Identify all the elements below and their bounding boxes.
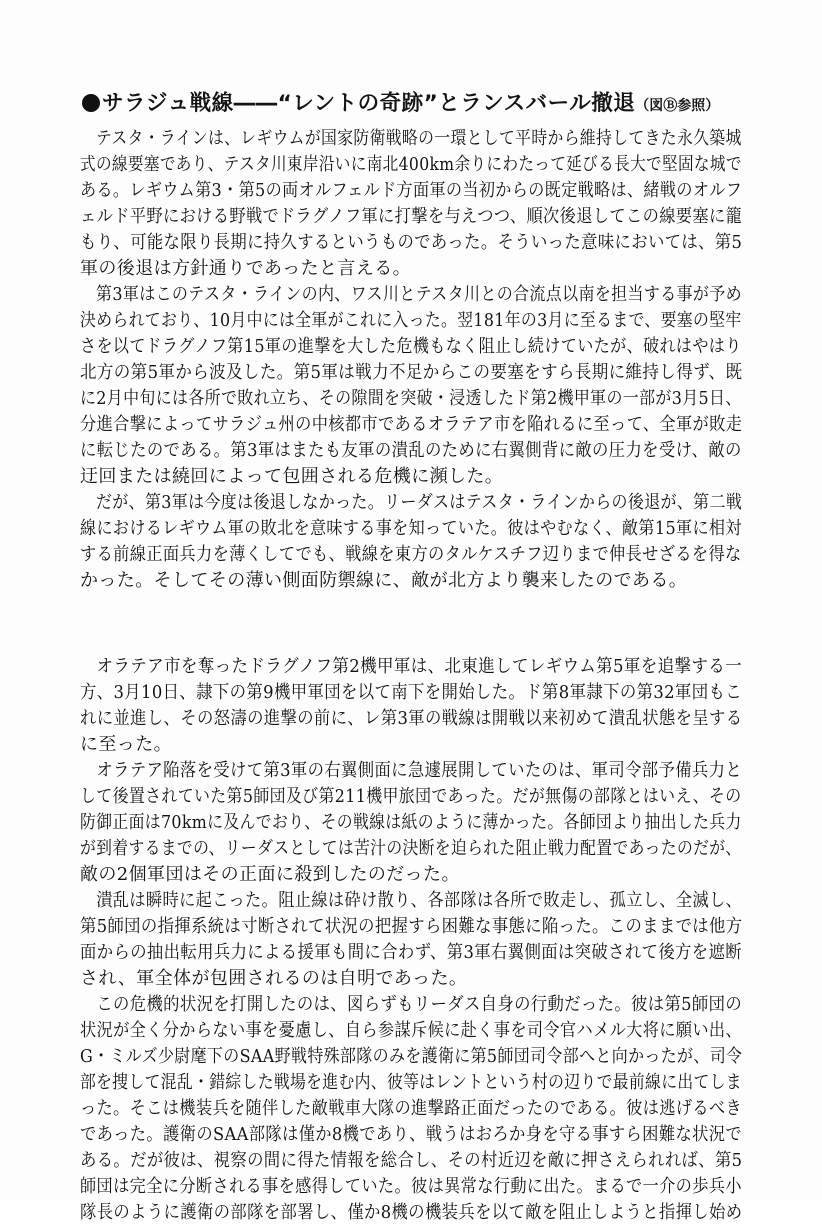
text-line: 隊長のように護衛の部隊を部署し、僅か8機の機装兵を以て敵を阻止しようと指揮し始め — [80, 1202, 743, 1223]
section-heading — [82, 84, 742, 124]
text-line: 決められており、10月中には全軍がこれに入った。翌181年の3月に至るまで、要塞の堅牢 — [80, 310, 742, 331]
text-line: 面からの抽出転用兵力による援軍も間に合わず、第3軍右翼側面は突破されて後方を遮断 — [80, 942, 742, 963]
text-line: 部を捜して混乱・錯綜した戦場を進む内、彼等はレントという村の辺りで最前線に出てしま — [80, 1072, 742, 1093]
section-break — [80, 594, 752, 654]
text-line: して後置されていた第5師団及び第211機甲旅団であった。だが無傷の部隊とはいえ、その — [80, 786, 742, 807]
text-line: かった。そしてその薄い側面防禦線に、敵が北方より襲来したのである。 — [80, 570, 688, 591]
paragraph — [80, 282, 752, 490]
paragraph — [80, 888, 752, 992]
text-line: オラテア陥落を受けて第3軍の右翼側面に急遽展開していたのは、軍司令部予備兵力と — [96, 760, 743, 781]
text-line: 状況が全く分からない事を憂慮し、自ら参謀斥候に赴く事を司令官ハメル大将に願い出、 — [80, 1020, 743, 1041]
text-line: 敵の2個軍団はその正面に殺到したのだった。 — [80, 864, 460, 885]
heading-bullet-icon — [82, 94, 100, 112]
text-line: ある。だが彼は、視察の間に得た情報を総合し、その村近辺を敵に押さえられれば、第5 — [80, 1150, 743, 1171]
text-line: G・ミルズ少尉麾下のSAA野戦特殊部隊のみを護衛に第5師団司令部へと向かったが、司令 — [80, 1046, 743, 1067]
text-line: 第5師団の指揮系統は寸断されて状況の把握すら困難な事態に陥った。このままでは他方 — [80, 916, 743, 937]
text-line: され、軍全体が包囲されるのは自明であった。 — [80, 968, 468, 989]
body-text — [80, 126, 752, 1226]
text-line: った。そこは機装兵を随伴した敵戦車大隊の進撃路正面だったのである。彼は逃げるべき — [80, 1098, 743, 1119]
text-line: 北方の第5軍から波及した。第5軍は戦力不足からこの要塞をすら長期に維持し得ず、既 — [80, 362, 743, 383]
text-line: 防御正面は70kmに及んでおり、その戦線は紙のように薄かった。各師団より抽出した兵力 — [80, 812, 742, 833]
paragraph — [80, 992, 752, 1226]
text-line: 迂回または繞回によって包囲される危機に瀕した。 — [80, 466, 504, 487]
paragraph — [80, 758, 752, 888]
text-line: 線におけるレギウム軍の敗北を意味する事を知っていた。彼はやむなく、敵第15軍に相対 — [80, 518, 742, 539]
text-line: に2月中旬には各所で敗れ立ち、その隙間を突破・浸透したド第2機甲軍の一部が3月5日、 — [80, 388, 742, 409]
text-line: この危機的状況を打開したのは、図らずもリーダス自身の行動だった。彼は第5師団の — [96, 994, 743, 1015]
text-line: が到着するまでの、リーダスとしては苦汁の決断を迫られた阻止戦力配置であったのだが、 — [80, 838, 742, 859]
figure-reference: （図Ⓑ参照） — [635, 98, 720, 114]
paragraph — [80, 654, 752, 758]
text-line: 潰乱は瞬時に起こった。阻止線は砕け散り、各部隊は各所で敗走し、孤立し、全滅し、 — [96, 890, 743, 911]
text-line: 方、3月10日、隷下の第9機甲軍団を以て南下を開始した。ド第8軍隷下の第32軍団もこ — [80, 682, 742, 703]
text-line: 師団は完全に分断される事を感得していた。彼は異常な行動に出た。まるで一介の歩兵小 — [80, 1176, 742, 1197]
text-line: 分進合撃によってサラジュ州の中核都市であるオラテア市を陥れるに至って、全軍が敗走 — [80, 414, 743, 435]
text-line: ある。レギウム第3・第5の両オルフェルド方面軍の当初からの既定戦略は、緒戦のオルフ — [80, 180, 743, 201]
text-line: に至った。 — [80, 734, 172, 755]
text-line: に転じたのである。第3軍はまたも友軍の潰乱のために右翼側背に敵の圧力を受け、敵の — [80, 440, 742, 461]
section-title: サラジュ戦線――“レントの奇跡”とランスバール撤退 — [102, 91, 636, 116]
text-line: ェルド平野における野戦でドラグノフ軍に打撃を与えつつ、順次後退してこの線要塞に籠 — [80, 206, 743, 227]
text-line: 第3軍はこのテスタ・ラインの内、ワス川とテスタ川との合流点以南を担当する事が予め — [95, 284, 742, 305]
text-line: する前線正面兵力を薄くしてでも、戦線を東方のタルケスチフ辺りまで伸長せざるを得な — [80, 544, 742, 565]
text-line: テスタ・ラインは、レギウムが国家防衛戦略の一環として平時から維持してきた永久築城 — [95, 128, 742, 149]
text-line: オラテア市を奪ったドラグノフ第2機甲軍は、北東進してレギウム第5軍を追撃する一 — [96, 656, 742, 677]
paragraph — [80, 490, 752, 594]
text-line: れに並進し、その怒濤の進撃の前に、レ第3軍の戦線は開戦以来初めて潰乱状態を呈する — [80, 708, 743, 729]
text-line: だが、第3軍は今度は後退しなかった。リーダスはテスタ・ラインからの後退が、第二戦 — [95, 492, 743, 513]
text-line: さを以てドラグノフ第15軍の進撃を大した危機もなく阻止し続けていたが、破れはやはり — [80, 336, 742, 357]
text-line: 式の線要塞であり、テスタ川東岸沿いに南北400km余りにわたって延びる長大で堅固な城で — [80, 154, 742, 175]
text-line: 軍の後退は方針通りであったと言える。 — [80, 258, 412, 279]
paragraph — [80, 126, 752, 282]
text-line: もり、可能な限り長期に持久するというものであった。そういった意味においては、第5 — [80, 232, 743, 253]
text-line: であった。護衛のSAA部隊は僅か8機であり、戦うはおろか身を守る事すら困難な状況で — [80, 1124, 743, 1145]
